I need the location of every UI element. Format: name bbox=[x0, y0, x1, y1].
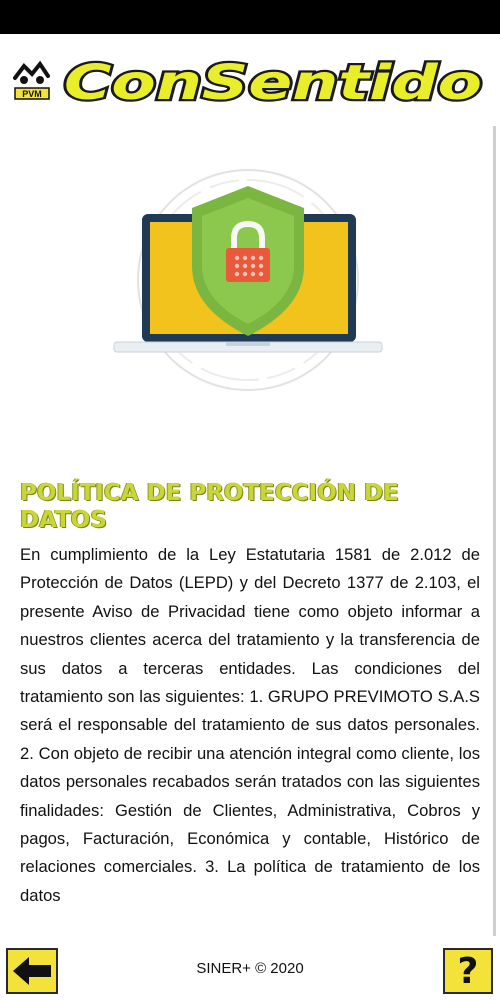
brand-logo-icon bbox=[12, 60, 52, 102]
help-button[interactable] bbox=[443, 948, 493, 994]
svg-text:ConSentido: ConSentido bbox=[64, 55, 482, 111]
brand-badge: PVM bbox=[22, 89, 42, 99]
copyright-text: SINER+ © 2020 bbox=[196, 960, 304, 977]
laptop-shield-lock-illustration bbox=[106, 168, 390, 406]
status-bar bbox=[0, 0, 500, 34]
question-mark-icon: ? bbox=[457, 950, 479, 992]
scrollbar[interactable] bbox=[493, 126, 496, 936]
page-title: POLÍTICA DE PROTECCIÓN DE DATOS bbox=[20, 480, 399, 533]
back-button[interactable] bbox=[6, 948, 58, 994]
arrow-left-icon bbox=[11, 954, 53, 988]
policy-body-text: En cumplimiento de la Ley Estatutaria 1581 de 2.012 de Protección de Datos (LEPD) y del Decreto 1377 de 2.103, el presente Aviso de Privacidad tiene como objeto informar a nuestros clientes acerca del tratamiento y la transferencia de sus datos a terceras entidades. Las condiciones del tratamiento son las siguientes: 1. GRUPO PREVIMOTO S.A.S será el responsable del tratamiento de sus datos personales. 2. Con objeto de recibir una atención integral como cliente, los datos personales recabados serán tratados con las siguientes finalidades: Gestión de Clientes, Administrativa, Cobros y pagos, Facturación, Económica y contable, Histórico de relaciones comerciales. 3. La política de tratamiento de los datos bbox=[20, 545, 480, 905]
brand-wordmark bbox=[58, 50, 488, 112]
